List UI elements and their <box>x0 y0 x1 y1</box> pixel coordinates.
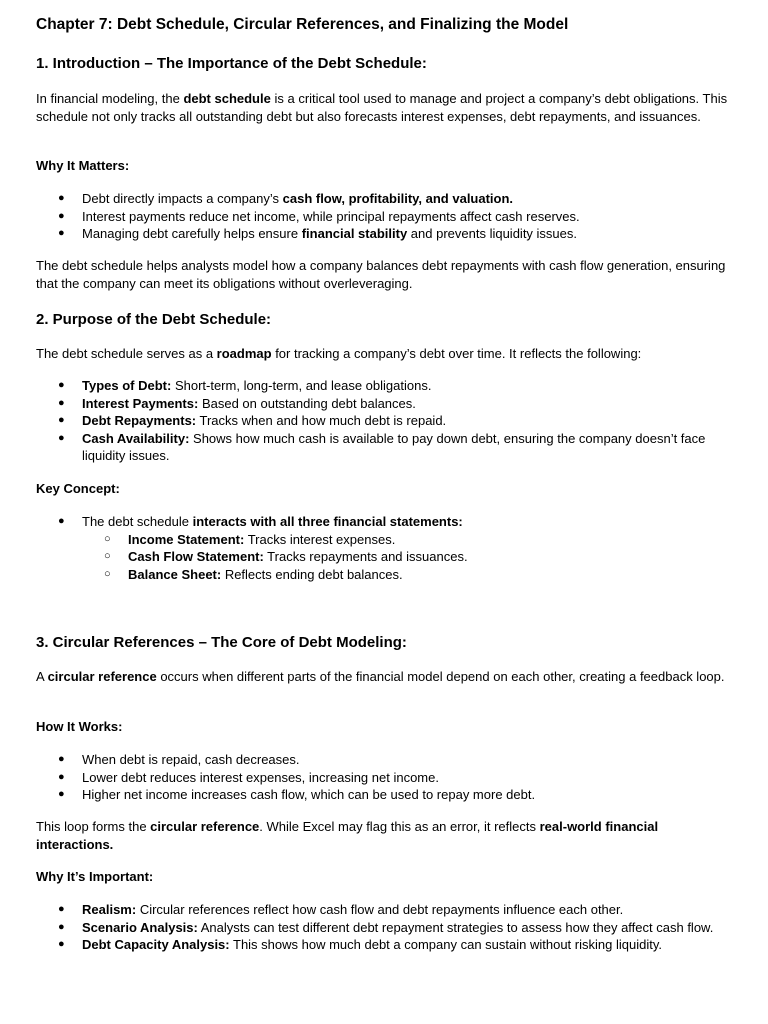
how-it-works-list <box>36 751 736 804</box>
list-item: ● Lower debt reduces interest expenses, increasing net income. <box>36 769 736 787</box>
section-1-closing: The debt schedule helps analysts model how a company balances debt repayments with cash flow generation, ensuring that the company can meet its obligations without overleveraging. <box>36 258 726 291</box>
list-item: ● The debt schedule interacts with all three financial statements: ○ Income Statement: Tracks interest expenses. ○ Cash Flow Statement: Tracks repayments and issuances. ○ Balance Sheet: Reflects ending debt balances. <box>36 513 736 583</box>
list-item: ● Interest payments reduce net income, while principal repayments affect cash reserves. <box>36 208 736 226</box>
list-item: ● Interest Payments: Based on outstanding debt balances. <box>36 395 736 413</box>
list-item: ● Scenario Analysis: Analysts can test different debt repayment strategies to assess how they affect cash flow. <box>36 919 736 937</box>
key-concept-label: Key Concept: <box>36 481 120 496</box>
circular-loop-paragraph: This loop forms the circular reference. While Excel may flag this as an error, it reflects real-world financial interactions. <box>36 819 659 852</box>
list-item: ● Cash Availability: Shows how much cash is available to pay down debt, ensuring the company doesn’t face liquidity issues. <box>36 430 736 465</box>
why-it-matters-label: Why It Matters: <box>36 158 130 173</box>
how-it-works-label: How It Works: <box>36 719 123 734</box>
sublist-item: ○ Income Statement: Tracks interest expenses. <box>82 531 736 549</box>
chapter-title: Chapter 7: Debt Schedule, Circular References, and Finalizing the Model <box>36 16 569 33</box>
sublist-item: ○ Cash Flow Statement: Tracks repayments and issuances. <box>82 548 736 566</box>
statements-sublist <box>82 531 736 584</box>
section-3-heading: 3. Circular References – The Core of Debt Modeling: <box>36 634 407 651</box>
list-item: ● Debt Capacity Analysis: This shows how much debt a company can sustain without risking liquidity. <box>36 936 736 954</box>
list-item: ● Debt directly impacts a company’s cash flow, profitability, and valuation. <box>36 190 736 208</box>
why-its-important-label: Why It’s Important: <box>36 869 154 884</box>
sublist-item: ○ Balance Sheet: Reflects ending debt balances. <box>82 566 736 584</box>
list-item: ● Higher net income increases cash flow, which can be used to repay more debt. <box>36 786 736 804</box>
list-item: ● When debt is repaid, cash decreases. <box>36 751 736 769</box>
why-it-matters-list <box>36 190 736 243</box>
section-2-intro: The debt schedule serves as a roadmap for tracking a company’s debt over time. It reflects the following: <box>36 346 642 361</box>
section-2-heading: 2. Purpose of the Debt Schedule: <box>36 311 272 328</box>
list-item: ● Managing debt carefully helps ensure financial stability and prevents liquidity issues. <box>36 225 736 243</box>
debt-schedule-list <box>36 377 736 465</box>
section-3-intro: A circular reference occurs when different parts of the financial model depend on each other, creating a feedback loop. <box>36 669 725 684</box>
list-item: ● Types of Debt: Short-term, long-term, and lease obligations. <box>36 377 736 395</box>
section-1-heading: 1. Introduction – The Importance of the Debt Schedule: <box>36 55 427 72</box>
list-item: ● Realism: Circular references reflect how cash flow and debt repayments influence each other. <box>36 901 736 919</box>
list-item: ● Debt Repayments: Tracks when and how much debt is repaid. <box>36 412 736 430</box>
key-concept-list <box>36 513 736 583</box>
section-1-intro: In financial modeling, the debt schedule is a critical tool used to manage and project a company’s debt obligations. This schedule not only tracks all outstanding debt but also forecasts interest expenses, debt repayments, and issuances. <box>36 91 728 124</box>
why-its-important-list <box>36 901 736 954</box>
